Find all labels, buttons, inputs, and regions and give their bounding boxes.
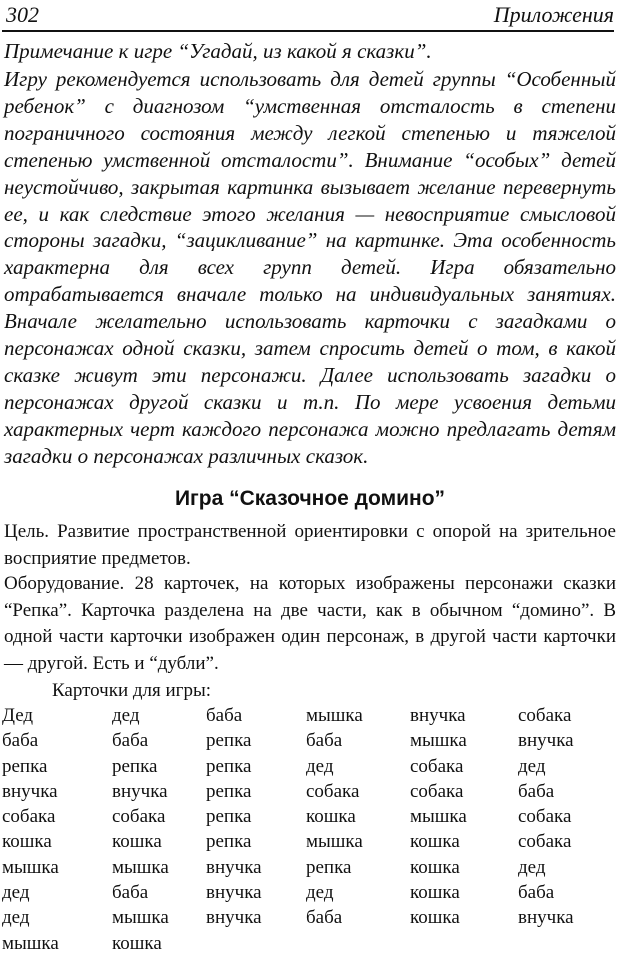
- card-cell: внучка: [206, 882, 262, 904]
- game-equipment: Оборудование. 28 карточек, на которых изображены персонажи сказки “Репка”. Карточка разделена на две части, как в обычном “домино”. В одной части карточки изображен один персонаж, в другой части карточки — другой. Есть и “дубли”.: [4, 573, 616, 674]
- card-cell: баба: [306, 907, 343, 929]
- card-cell: дед: [518, 755, 546, 777]
- cards-table: [2, 703, 614, 956]
- page-header: [4, 0, 614, 32]
- card-cell: внучка: [112, 780, 168, 802]
- table-row: [2, 855, 614, 880]
- note-text: Игру рекомендуется использовать для детей группы “Особенный ребенок” с диагнозом “умственная отсталость в степени пограничного состояния между легкой степенью и тяжелой степенью умственной отсталости”. Внимание “особых” детей неустойчиво, закрытая картинка вызывает желание перевернуть ее, и как следствие этого желания — невосприятие смысловой стороны загадки, “зацикливание” на картинке. Эта особенность характерна для всех групп детей. Игра обязательно отрабатывается вначале только на индивидуальных занятиях. Вначале желательно использовать карточки с загадками о персонажах одной сказки, затем спросить детей о том, в какой сказке живут эти персонажи. Далее использовать загадки о персонажах другой сказки и т.п. По мере усвоения детьми характерных черт каждого персонажа можно предлагать детям загадки о персонажах различных сказок.: [4, 67, 616, 468]
- cards-caption: Карточки для игры:: [52, 680, 212, 701]
- card-cell: баба: [518, 882, 555, 904]
- card-cell: кошка: [410, 831, 460, 853]
- section-title: Приложения: [493, 2, 614, 27]
- card-cell: мышка: [2, 856, 59, 878]
- card-cell: мышка: [2, 932, 59, 954]
- game-title: Игра “Сказочное домино”: [174, 487, 446, 510]
- table-row: [2, 754, 614, 779]
- table-row: [2, 880, 614, 905]
- card-cell: репка: [206, 806, 252, 828]
- table-row: [2, 779, 614, 804]
- card-cell: репка: [206, 831, 252, 853]
- card-cell: баба: [206, 705, 243, 726]
- card-cell: репка: [306, 856, 352, 878]
- table-row: [2, 703, 614, 728]
- card-cell: собака: [2, 806, 56, 828]
- card-cell: дед: [2, 907, 30, 929]
- card-cell: баба: [2, 730, 39, 752]
- card-cell: репка: [206, 755, 252, 777]
- card-cell: собака: [112, 806, 166, 828]
- card-cell: кошка: [410, 882, 460, 904]
- table-row: [2, 829, 614, 854]
- card-cell: дед: [306, 882, 334, 904]
- header-divider: [2, 30, 614, 32]
- card-cell: мышка: [112, 907, 169, 929]
- game-goal: Цель. Развитие пространственной ориентировки с опорой на зрительное восприятие предметов.: [4, 521, 616, 569]
- card-cell: баба: [112, 882, 149, 904]
- card-cell: кошка: [410, 856, 460, 878]
- card-cell: собака: [410, 780, 464, 802]
- card-cell: баба: [306, 730, 343, 752]
- card-cell: кошка: [2, 831, 52, 853]
- card-cell: баба: [518, 780, 555, 802]
- card-cell: собака: [518, 831, 572, 853]
- card-cell: внучка: [518, 730, 574, 752]
- card-cell: кошка: [410, 907, 460, 929]
- card-cell: мышка: [410, 806, 467, 828]
- card-cell: внучка: [2, 780, 58, 802]
- card-cell: собака: [410, 755, 464, 777]
- card-cell: дед: [2, 882, 30, 904]
- card-cell: баба: [112, 730, 149, 752]
- card-cell: внучка: [206, 907, 262, 929]
- card-cell: внучка: [206, 856, 262, 878]
- card-cell: репка: [206, 730, 252, 752]
- table-row: [2, 804, 614, 829]
- card-cell: кошка: [306, 806, 356, 828]
- table-row: [2, 728, 614, 753]
- card-cell: мышка: [306, 831, 363, 853]
- card-cell: дед: [306, 755, 334, 777]
- note-title: Примечание к игре “Угадай, из какой я сказки”.: [4, 39, 432, 63]
- card-cell: мышка: [112, 856, 169, 878]
- table-row: [2, 905, 614, 930]
- card-cell: репка: [2, 755, 48, 777]
- card-cell: внучка: [410, 705, 466, 726]
- card-cell: собака: [518, 806, 572, 828]
- card-cell: репка: [206, 780, 252, 802]
- card-cell: мышка: [410, 730, 467, 752]
- card-cell: репка: [112, 755, 158, 777]
- card-cell: дед: [518, 856, 546, 878]
- card-cell: мышка: [306, 705, 363, 726]
- page-number: 302: [6, 2, 39, 27]
- card-cell: кошка: [112, 831, 162, 853]
- card-cell: дед: [112, 705, 140, 726]
- card-cell: внучка: [518, 907, 574, 929]
- table-row: [2, 931, 614, 956]
- card-cell: собака: [518, 705, 572, 726]
- card-cell: Дед: [2, 705, 34, 726]
- card-cell: собака: [306, 780, 360, 802]
- card-cell: кошка: [112, 932, 162, 954]
